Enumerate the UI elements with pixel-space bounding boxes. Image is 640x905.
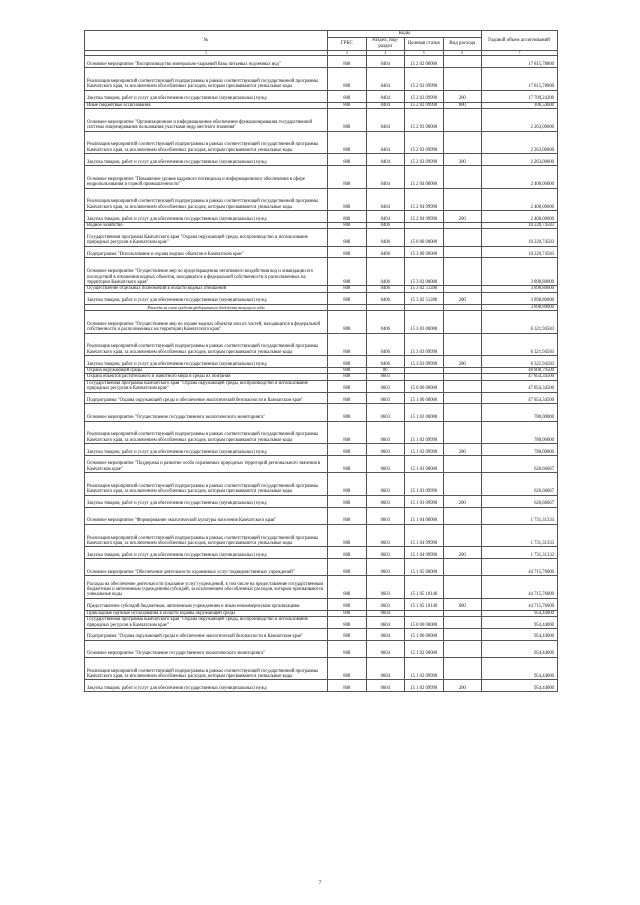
row-amount: 6 321,94583: [482, 333, 558, 356]
row-expense-type: [443, 229, 482, 246]
row-grbs: 808: [328, 576, 367, 599]
row-amount: 626,66667: [482, 495, 558, 507]
row-name: Государственная программа Камчатского края "Охрана окружающей среды, воспроизводство и использование природных ресурсов в Камчатском крае": [85, 229, 328, 246]
table-row: [85, 473, 558, 496]
row-grbs: 808: [328, 380, 367, 392]
row-target-article: 15 2 02 09990: [405, 90, 444, 102]
row-amount: 954,44000: [482, 640, 558, 657]
table-row: [85, 495, 558, 507]
table-row: [85, 617, 558, 629]
header-razdel: Раздел, под-раздел: [366, 38, 405, 51]
row-name: Основное мероприятие "Осуществление государственного экологического мониторинга": [85, 404, 328, 421]
table-row: [85, 211, 558, 223]
header-cs: Целевая статья: [405, 38, 444, 51]
table-row: [85, 680, 558, 692]
row-grbs: 808: [328, 404, 367, 421]
row-razdel: 0404: [366, 102, 405, 108]
row-amount: 1 731,31333: [482, 547, 558, 559]
row-grbs: 808: [328, 211, 367, 223]
header-codes: Коды: [328, 31, 482, 38]
row-name: Реализация мероприятий соответствующей подпрограммы в рамках соответствующей государственной программы Камчатского края, за исключением обособленных расходов, которым присваиваются уникальные коды: [85, 131, 328, 154]
column-index: 5: [405, 51, 444, 56]
row-name: Иные бюджетные ассигнования: [85, 102, 328, 108]
table-row: [85, 154, 558, 166]
row-razdel: 0604: [366, 657, 405, 680]
row-expense-type: [443, 380, 482, 392]
row-name: Подпрограмма "Охрана окружающей среды и обеспечение экологической безопасности в Камчатском крае": [85, 392, 328, 404]
row-grbs: 808: [328, 367, 367, 373]
row-amount: 3 898,80000: [482, 304, 558, 310]
row-grbs: 808: [328, 154, 367, 166]
row-grbs: 808: [328, 640, 367, 657]
table-row: [85, 640, 558, 657]
row-name: Закупка товаров, работ и услуг для обеспечения государственных (муниципальных) нужд: [85, 547, 328, 559]
row-razdel: 0603: [366, 576, 405, 599]
row-target-article: 15 2 04 09990: [405, 188, 444, 211]
page-number: 7: [318, 880, 322, 886]
row-name: Охрана окружающей среды: [85, 367, 328, 373]
row-target-article: 15 3 02 00000: [405, 258, 444, 286]
row-name: Закупка товаров, работ и услуг для обеспечения государственных (муниципальных) нужд: [85, 154, 328, 166]
row-grbs: 808: [328, 628, 367, 640]
row-razdel: 0604: [366, 628, 405, 640]
table-header: [85, 31, 558, 56]
row-target-article: 15 1 03 00000: [405, 455, 444, 472]
row-expense-type: [443, 246, 482, 258]
row-razdel: 0406: [366, 292, 405, 304]
row-amount: 1 731,31333: [482, 507, 558, 524]
row-name: Закупка товаров, работ и услуг для обеспечения государственных (муниципальных) нужд: [85, 211, 328, 223]
row-razdel: 0603: [366, 444, 405, 456]
row-expense-type: [443, 657, 482, 680]
table-row: [85, 356, 558, 368]
row-target-article: 15 3 00 00000: [405, 246, 444, 258]
row-name: Основное мероприятие "Осуществление мер по охране водных объектов или их частей, находящихся в федеральной собственности и расположенных на территории Камчатского края": [85, 310, 328, 333]
row-amount: 954,44000: [482, 610, 558, 616]
row-amount: 2 263,00000: [482, 109, 558, 132]
row-grbs: 808: [328, 258, 367, 286]
table-row: [85, 56, 558, 68]
row-grbs: 808: [328, 455, 367, 472]
row-razdel: 0406: [366, 310, 405, 333]
column-index: 1: [85, 51, 328, 56]
row-target-article: 15 1 02 09990: [405, 657, 444, 680]
row-target-article: 15 2 04 09990: [405, 211, 444, 223]
row-expense-type: [443, 404, 482, 421]
row-razdel: 0603: [366, 547, 405, 559]
row-name: Предоставление субсидий бюджетным, автономным учреждениям и иным некоммерческим организациям: [85, 598, 328, 610]
row-name: Закупка товаров, работ и услуг для обеспечения государственных (муниципальных) нужд: [85, 680, 328, 692]
row-expense-type: [443, 188, 482, 211]
row-grbs: 808: [328, 102, 367, 108]
row-amount: 3 898,80000: [482, 292, 558, 304]
budget-table: [84, 30, 558, 692]
row-amount: 44 715,76000: [482, 598, 558, 610]
row-target-article: 15 2 03 00000: [405, 109, 444, 132]
row-expense-type: 200: [443, 444, 482, 456]
row-target-article: 15 1 02 00000: [405, 404, 444, 421]
row-amount: 47 854,34500: [482, 392, 558, 404]
row-amount: 2 400,00000: [482, 165, 558, 188]
row-amount: 954,44000: [482, 680, 558, 692]
row-expense-type: [443, 165, 482, 188]
row-razdel: 0404: [366, 90, 405, 102]
table-row: [85, 598, 558, 610]
row-expense-type: [443, 640, 482, 657]
row-target-article: 15 1 05 00000: [405, 559, 444, 576]
row-amount: 780,00000: [482, 444, 558, 456]
row-target-article: 15 2 04 00000: [405, 165, 444, 188]
row-target-article: 15 1 03 09990: [405, 495, 444, 507]
row-amount: 2 400,00000: [482, 188, 558, 211]
row-razdel: 0603: [366, 455, 405, 472]
row-expense-type: [443, 421, 482, 444]
row-amount: 3 898,80000: [482, 258, 558, 286]
row-grbs: 808: [328, 356, 367, 368]
header-grbs: ГРБС: [328, 38, 367, 51]
row-name: Расходы на обеспечение деятельности (оказание услуг) учреждений, в том числе на предоставление государственным бюджетным и автономным учреждениям субсидий, за исключением обособленных расходов, которым присваиваются уникальные коды: [85, 576, 328, 599]
table-row: [85, 547, 558, 559]
column-index: 6: [443, 51, 482, 56]
table-row: [85, 90, 558, 102]
row-grbs: 808: [328, 610, 367, 616]
row-razdel: 06: [366, 367, 405, 373]
table-row: [85, 229, 558, 246]
budget-document: [84, 30, 558, 692]
row-razdel: 0406: [366, 246, 405, 258]
row-name: Реализация мероприятий соответствующей подпрограммы в рамках соответствующей государственной программы Камчатского края, за исключением обособленных расходов, которым присваиваются уникальные коды: [85, 333, 328, 356]
row-expense-type: 200: [443, 680, 482, 692]
row-razdel: 0406: [366, 356, 405, 368]
row-razdel: 0603: [366, 598, 405, 610]
table-row: [85, 246, 558, 258]
row-grbs: 808: [328, 246, 367, 258]
row-razdel: 0404: [366, 131, 405, 154]
row-target-article: 15 2 02 09990: [405, 68, 444, 91]
row-expense-type: [443, 455, 482, 472]
row-target-article: 15 1 02 09990: [405, 421, 444, 444]
row-amount: 780,00000: [482, 404, 558, 421]
row-amount: 17 709,24200: [482, 90, 558, 102]
table-row: [85, 333, 558, 356]
row-name: Государственная программа Камчатского края "Охрана окружающей среды, воспроизводство и использование природных ресурсов в Камчатском крае": [85, 617, 328, 629]
row-target-article: 15 1 02 09990: [405, 680, 444, 692]
row-name: Реализация мероприятий соответствующей подпрограммы в рамках соответствующей государственной программы Камчатского края, за исключением обособленных расходов, которым присваиваются уникальные коды: [85, 473, 328, 496]
row-target-article: 15 2 03 09990: [405, 131, 444, 154]
row-amount: 954,44000: [482, 617, 558, 629]
row-amount: 10 220,74583: [482, 246, 558, 258]
row-target-article: 15 3 03 00000: [405, 310, 444, 333]
row-target-article: 15 2 02 00000: [405, 56, 444, 68]
row-expense-type: [443, 507, 482, 524]
table-row: [85, 109, 558, 132]
row-expense-type: 600: [443, 598, 482, 610]
table-row: [85, 380, 558, 392]
row-grbs: 808: [328, 90, 367, 102]
row-grbs: 808: [328, 547, 367, 559]
row-name: Реализация мероприятий соответствующей подпрограммы в рамках соответствующей государственной программы Камчатского края, за исключением обособленных расходов, которым присваиваются уникальные коды: [85, 188, 328, 211]
column-index: 4: [366, 51, 405, 56]
row-name: Основное мероприятие "Формирование экологической культуры населения Камчатского края": [85, 507, 328, 524]
row-razdel: 0603: [366, 559, 405, 576]
table-row: [85, 131, 558, 154]
row-grbs: 808: [328, 131, 367, 154]
row-amount: 17 815,78800: [482, 56, 558, 68]
row-name: Осуществление отдельных полномочий в области водных отношений: [85, 286, 328, 292]
row-expense-type: [443, 131, 482, 154]
table-row: [85, 188, 558, 211]
row-grbs: 808: [328, 617, 367, 629]
row-razdel: 0404: [366, 188, 405, 211]
row-target-article: 15 1 02 00000: [405, 640, 444, 657]
row-name: Государственная программа Камчатского края "Охрана окружающей среды, воспроизводство и использование природных ресурсов в Камчатском крае": [85, 380, 328, 392]
row-grbs: 808: [328, 495, 367, 507]
row-razdel: 0604: [366, 617, 405, 629]
table-row: [85, 421, 558, 444]
row-razdel: 0604: [366, 680, 405, 692]
row-razdel: 0404: [366, 211, 405, 223]
row-grbs: 808: [328, 507, 367, 524]
row-expense-type: [443, 559, 482, 576]
row-name: Основное мероприятие "Осуществление государственного экологического мониторинга": [85, 640, 328, 657]
row-expense-type: 200: [443, 356, 482, 368]
row-razdel: 0406: [366, 258, 405, 286]
column-index: 3: [328, 51, 367, 56]
row-target-article: 15 0 00 00000: [405, 229, 444, 246]
table-row: [85, 392, 558, 404]
row-expense-type: [443, 109, 482, 132]
row-name: Закупка товаров, работ и услуг для обеспечения государственных (муниципальных) нужд: [85, 495, 328, 507]
row-expense-type: 200: [443, 292, 482, 304]
row-razdel: 0406: [366, 333, 405, 356]
row-grbs: 808: [328, 421, 367, 444]
row-grbs: 808: [328, 188, 367, 211]
row-grbs: 808: [328, 286, 367, 292]
row-target-article: 15 0 00 00000: [405, 617, 444, 629]
row-name: Подпрограмма "Использование и охрана водных объектов в Камчатском крае": [85, 246, 328, 258]
row-amount: 780,00000: [482, 421, 558, 444]
row-grbs: 808: [328, 56, 367, 68]
row-name: Основное мероприятие "Поддержка и развитие особо охраняемых природных территорий регионального значения в Камчатском крае": [85, 455, 328, 472]
table-row: [85, 576, 558, 599]
row-target-article: 15 0 00 00000: [405, 380, 444, 392]
row-grbs: 808: [328, 657, 367, 680]
row-target-article: 15 1 02 09990: [405, 444, 444, 456]
row-expense-type: [443, 473, 482, 496]
row-name: Реализация мероприятий соответствующей подпрограммы в рамках соответствующей государственной программы Камчатского края, за исключением обособленных расходов, которым присваиваются уникальные коды: [85, 68, 328, 91]
table-row: [85, 444, 558, 456]
row-expense-type: [443, 56, 482, 68]
row-target-article: 15 1 03 09990: [405, 473, 444, 496]
row-grbs: 808: [328, 598, 367, 610]
row-amount: 626,66667: [482, 473, 558, 496]
row-grbs: 808: [328, 165, 367, 188]
row-name: Охрана объектов растительного и животного мира и среды их обитания: [85, 374, 328, 380]
table-row: [85, 310, 558, 333]
row-name: Основное мероприятие "Воспроизводство минерально-сырьевой базы питьевых подземных вод": [85, 56, 328, 68]
row-grbs: 808: [328, 559, 367, 576]
row-razdel: 0603: [366, 473, 405, 496]
row-target-article: 15 3 03 09990: [405, 333, 444, 356]
table-body: [85, 56, 558, 692]
row-name: Подпрограмма "Охрана окружающей среды и обеспечение экологической безопасности в Камчатском крае": [85, 628, 328, 640]
row-name: Расходы за счет средств федерального бюджета текущего года: [85, 304, 328, 310]
row-amount: 3 898,80000: [482, 286, 558, 292]
table-row: [85, 524, 558, 547]
row-expense-type: [443, 392, 482, 404]
row-razdel: 0406: [366, 229, 405, 246]
header-num: №: [85, 31, 328, 51]
row-razdel: 0604: [366, 640, 405, 657]
row-expense-type: [443, 310, 482, 333]
row-name: Основное мероприятие "Организационное и информационное обеспечение функционирования государственной системы лицензирования пользования участками недр местного значения": [85, 109, 328, 132]
row-name: Основное мероприятие "Обеспечение деятельности охраняемых услуг подведомственных учреждений": [85, 559, 328, 576]
row-razdel: 0603: [366, 495, 405, 507]
row-name: Водное хозяйство: [85, 222, 328, 228]
row-razdel: 0404: [366, 154, 405, 166]
row-target-article: 15 1 00 00000: [405, 392, 444, 404]
row-razdel: 0404: [366, 56, 405, 68]
row-target-article: 15 2 02 09990: [405, 102, 444, 108]
row-name: Закупка товаров, работ и услуг для обеспечения государственных (муниципальных) нужд: [85, 90, 328, 102]
row-expense-type: [443, 258, 482, 286]
row-name: Прикладные научные исследования в области охраны окружающей среды: [85, 610, 328, 616]
row-amount: 2 263,00000: [482, 154, 558, 166]
row-grbs: 808: [328, 310, 367, 333]
row-expense-type: [443, 524, 482, 547]
row-razdel: 0404: [366, 165, 405, 188]
header-amount: Годовой объем ассигнований: [482, 31, 558, 51]
row-grbs: 808: [328, 229, 367, 246]
row-target-article: 15 2 03 09990: [405, 154, 444, 166]
table-row: [85, 628, 558, 640]
row-name: Основное мероприятие "Осуществление мер по предотвращению негативного воздействия вод и ликвидации его последствий в отношении водных объектов, находящихся в федеральной собственности и расположенных на территории Камчатского края": [85, 258, 328, 286]
row-name: Основное мероприятие "Повышение уровня кадрового потенциала и информационного обеспечения в сфере недропользования и горной промышленности": [85, 165, 328, 188]
table-row: [85, 165, 558, 188]
row-razdel: 0603: [366, 374, 405, 380]
row-amount: 10 220,74583: [482, 222, 558, 228]
row-amount: 47 854,34500: [482, 374, 558, 380]
row-grbs: 808: [328, 333, 367, 356]
row-amount: 626,66667: [482, 455, 558, 472]
row-expense-type: [443, 617, 482, 629]
row-razdel: 0603: [366, 507, 405, 524]
row-razdel: 0406: [366, 286, 405, 292]
row-amount: 10 220,74583: [482, 229, 558, 246]
row-expense-type: [443, 628, 482, 640]
row-target-article: 15 1 05 10140: [405, 598, 444, 610]
row-target-article: 15 1 04 00000: [405, 507, 444, 524]
row-razdel: 0603: [366, 404, 405, 421]
row-grbs: 808: [328, 374, 367, 380]
row-amount: 954,44000: [482, 628, 558, 640]
row-grbs: 808: [328, 392, 367, 404]
row-name: Закупка товаров, работ и услуг для обеспечения государственных (муниципальных) нужд: [85, 444, 328, 456]
row-razdel: 0406: [366, 222, 405, 228]
row-expense-type: 800: [443, 102, 482, 108]
row-expense-type: [443, 68, 482, 91]
row-name: Реализация мероприятий соответствующей подпрограммы в рамках соответствующей государственной программы Камчатского края, за исключением обособленных расходов, которым присваиваются уникальные коды: [85, 524, 328, 547]
row-name: Закупка товаров, работ и услуг для обеспечения государственных (муниципальных) нужд: [85, 292, 328, 304]
row-expense-type: [443, 333, 482, 356]
row-target-article: 15 1 04 09990: [405, 547, 444, 559]
row-target-article: 15 3 03 09990: [405, 356, 444, 368]
table-row: [85, 455, 558, 472]
header-vr: Вид расхода: [443, 38, 482, 51]
row-amount: 1 731,31333: [482, 524, 558, 547]
table-row: [85, 404, 558, 421]
row-amount: 6 321,94583: [482, 356, 558, 368]
row-expense-type: 200: [443, 547, 482, 559]
row-amount: 44 715,76000: [482, 559, 558, 576]
row-target-article: 15 3 02 51280: [405, 286, 444, 292]
row-grbs: 808: [328, 292, 367, 304]
row-razdel: 0404: [366, 68, 405, 91]
table-row: [85, 68, 558, 91]
row-grbs: 808: [328, 524, 367, 547]
row-target-article: 15 1 05 10140: [405, 576, 444, 599]
row-grbs: 808: [328, 444, 367, 456]
row-name: Реализация мероприятий соответствующей подпрограммы в рамках соответствующей государственной программы Камчатского края, за исключением обособленных расходов, которым присваиваются уникальные коды: [85, 657, 328, 680]
row-amount: 47 854,34500: [482, 380, 558, 392]
row-grbs: 808: [328, 680, 367, 692]
row-amount: 954,44000: [482, 657, 558, 680]
row-amount: 48 808,79500: [482, 367, 558, 373]
row-razdel: 0603: [366, 380, 405, 392]
row-expense-type: 200: [443, 495, 482, 507]
row-amount: 44 715,76000: [482, 576, 558, 599]
table-row: [85, 559, 558, 576]
row-razdel: 0603: [366, 421, 405, 444]
row-name: Реализация мероприятий соответствующей подпрограммы в рамках соответствующей государственной программы Камчатского края, за исключением обособленных расходов, которым присваиваются уникальные коды: [85, 421, 328, 444]
table-row: [85, 657, 558, 680]
row-amount: 106,54600: [482, 102, 558, 108]
row-razdel: 0604: [366, 610, 405, 616]
row-razdel: 0603: [366, 392, 405, 404]
row-expense-type: 200: [443, 211, 482, 223]
row-razdel: 0603: [366, 524, 405, 547]
row-amount: 2 263,00000: [482, 131, 558, 154]
row-expense-type: [443, 576, 482, 599]
column-index: 7: [482, 51, 558, 56]
row-amount: 2 400,00000: [482, 211, 558, 223]
row-expense-type: 200: [443, 154, 482, 166]
row-name: Закупка товаров, работ и услуг для обеспечения государственных (муниципальных) нужд: [85, 356, 328, 368]
row-razdel: 0404: [366, 109, 405, 132]
row-grbs: 808: [328, 222, 367, 228]
row-grbs: 808: [328, 473, 367, 496]
row-target-article: 15 3 02 51280: [405, 292, 444, 304]
table-row: [85, 292, 558, 304]
row-grbs: 808: [328, 68, 367, 91]
row-target-article: 15 1 04 09990: [405, 524, 444, 547]
row-amount: 17 815,78800: [482, 68, 558, 91]
row-target-article: 15 1 00 00000: [405, 628, 444, 640]
row-amount: 6 321,94583: [482, 310, 558, 333]
table-row: [85, 258, 558, 286]
row-grbs: 808: [328, 109, 367, 132]
table-row: [85, 507, 558, 524]
row-expense-type: 200: [443, 90, 482, 102]
